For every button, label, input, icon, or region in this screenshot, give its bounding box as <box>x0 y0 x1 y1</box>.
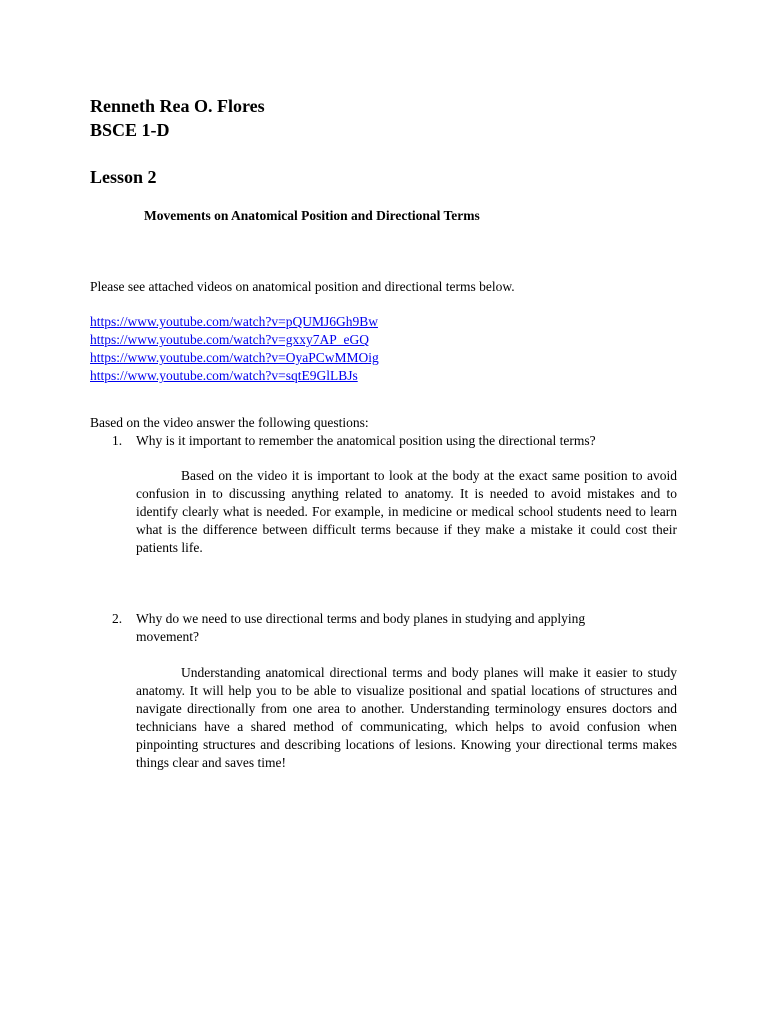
question-1-number: 1. <box>112 433 123 448</box>
answer-2-paragraph: Understanding anatomical directional terms and body planes will make it easier to study anatomy. It will help you to be able to visualize positional and spatial locations of structures and navigate directionally from one area to another. Understanding terminology ensures doctors and technicians have a shared method of communicating, which helps to avoid confusion when pinpointing structures and describing locations of lesions. Knowing your directional terms makes things clear and saves time! <box>136 665 677 770</box>
class-section: BSCE 1-D <box>90 120 170 140</box>
video-link-1[interactable]: https://www.youtube.com/watch?v=pQUMJ6Gh9Bw <box>90 314 378 329</box>
question-2-number: 2. <box>112 611 123 626</box>
question-1-text: Why is it important to remember the anatomical position using the directional terms? <box>136 433 596 448</box>
question-2-text-line2: movement? <box>136 629 199 644</box>
questions-prompt: Based on the video answer the following questions: <box>90 415 369 430</box>
video-link-item <box>90 331 379 349</box>
lesson-subtitle: Movements on Anatomical Position and Directional Terms <box>144 208 480 223</box>
video-link-list <box>90 313 379 385</box>
intro-text: Please see attached videos on anatomical position and directional terms below. <box>90 279 515 294</box>
video-link-item <box>90 367 379 385</box>
video-link-item <box>90 313 379 331</box>
answer-1-paragraph: Based on the video it is important to look at the body at the exact same position to avoid confusion in to discussing anything related to anatomy. It is needed to avoid mistakes and to identify clearly what is needed. For example, in medicine or medical school students need to learn what is the difference between difficult terms because if they make a mistake it could cost their patients life. <box>136 468 677 555</box>
video-link-3[interactable]: https://www.youtube.com/watch?v=OyaPCwMMOig <box>90 350 379 365</box>
video-link-item <box>90 349 379 367</box>
question-2-text-line1: Why do we need to use directional terms and body planes in studying and applying <box>136 611 586 626</box>
video-link-4[interactable]: https://www.youtube.com/watch?v=sqtE9GlLBJs <box>90 368 358 383</box>
author-name: Renneth Rea O. Flores <box>90 96 265 116</box>
lesson-heading: Lesson 2 <box>90 167 157 187</box>
video-link-2[interactable]: https://www.youtube.com/watch?v=gxxy7AP_eGQ <box>90 332 369 347</box>
